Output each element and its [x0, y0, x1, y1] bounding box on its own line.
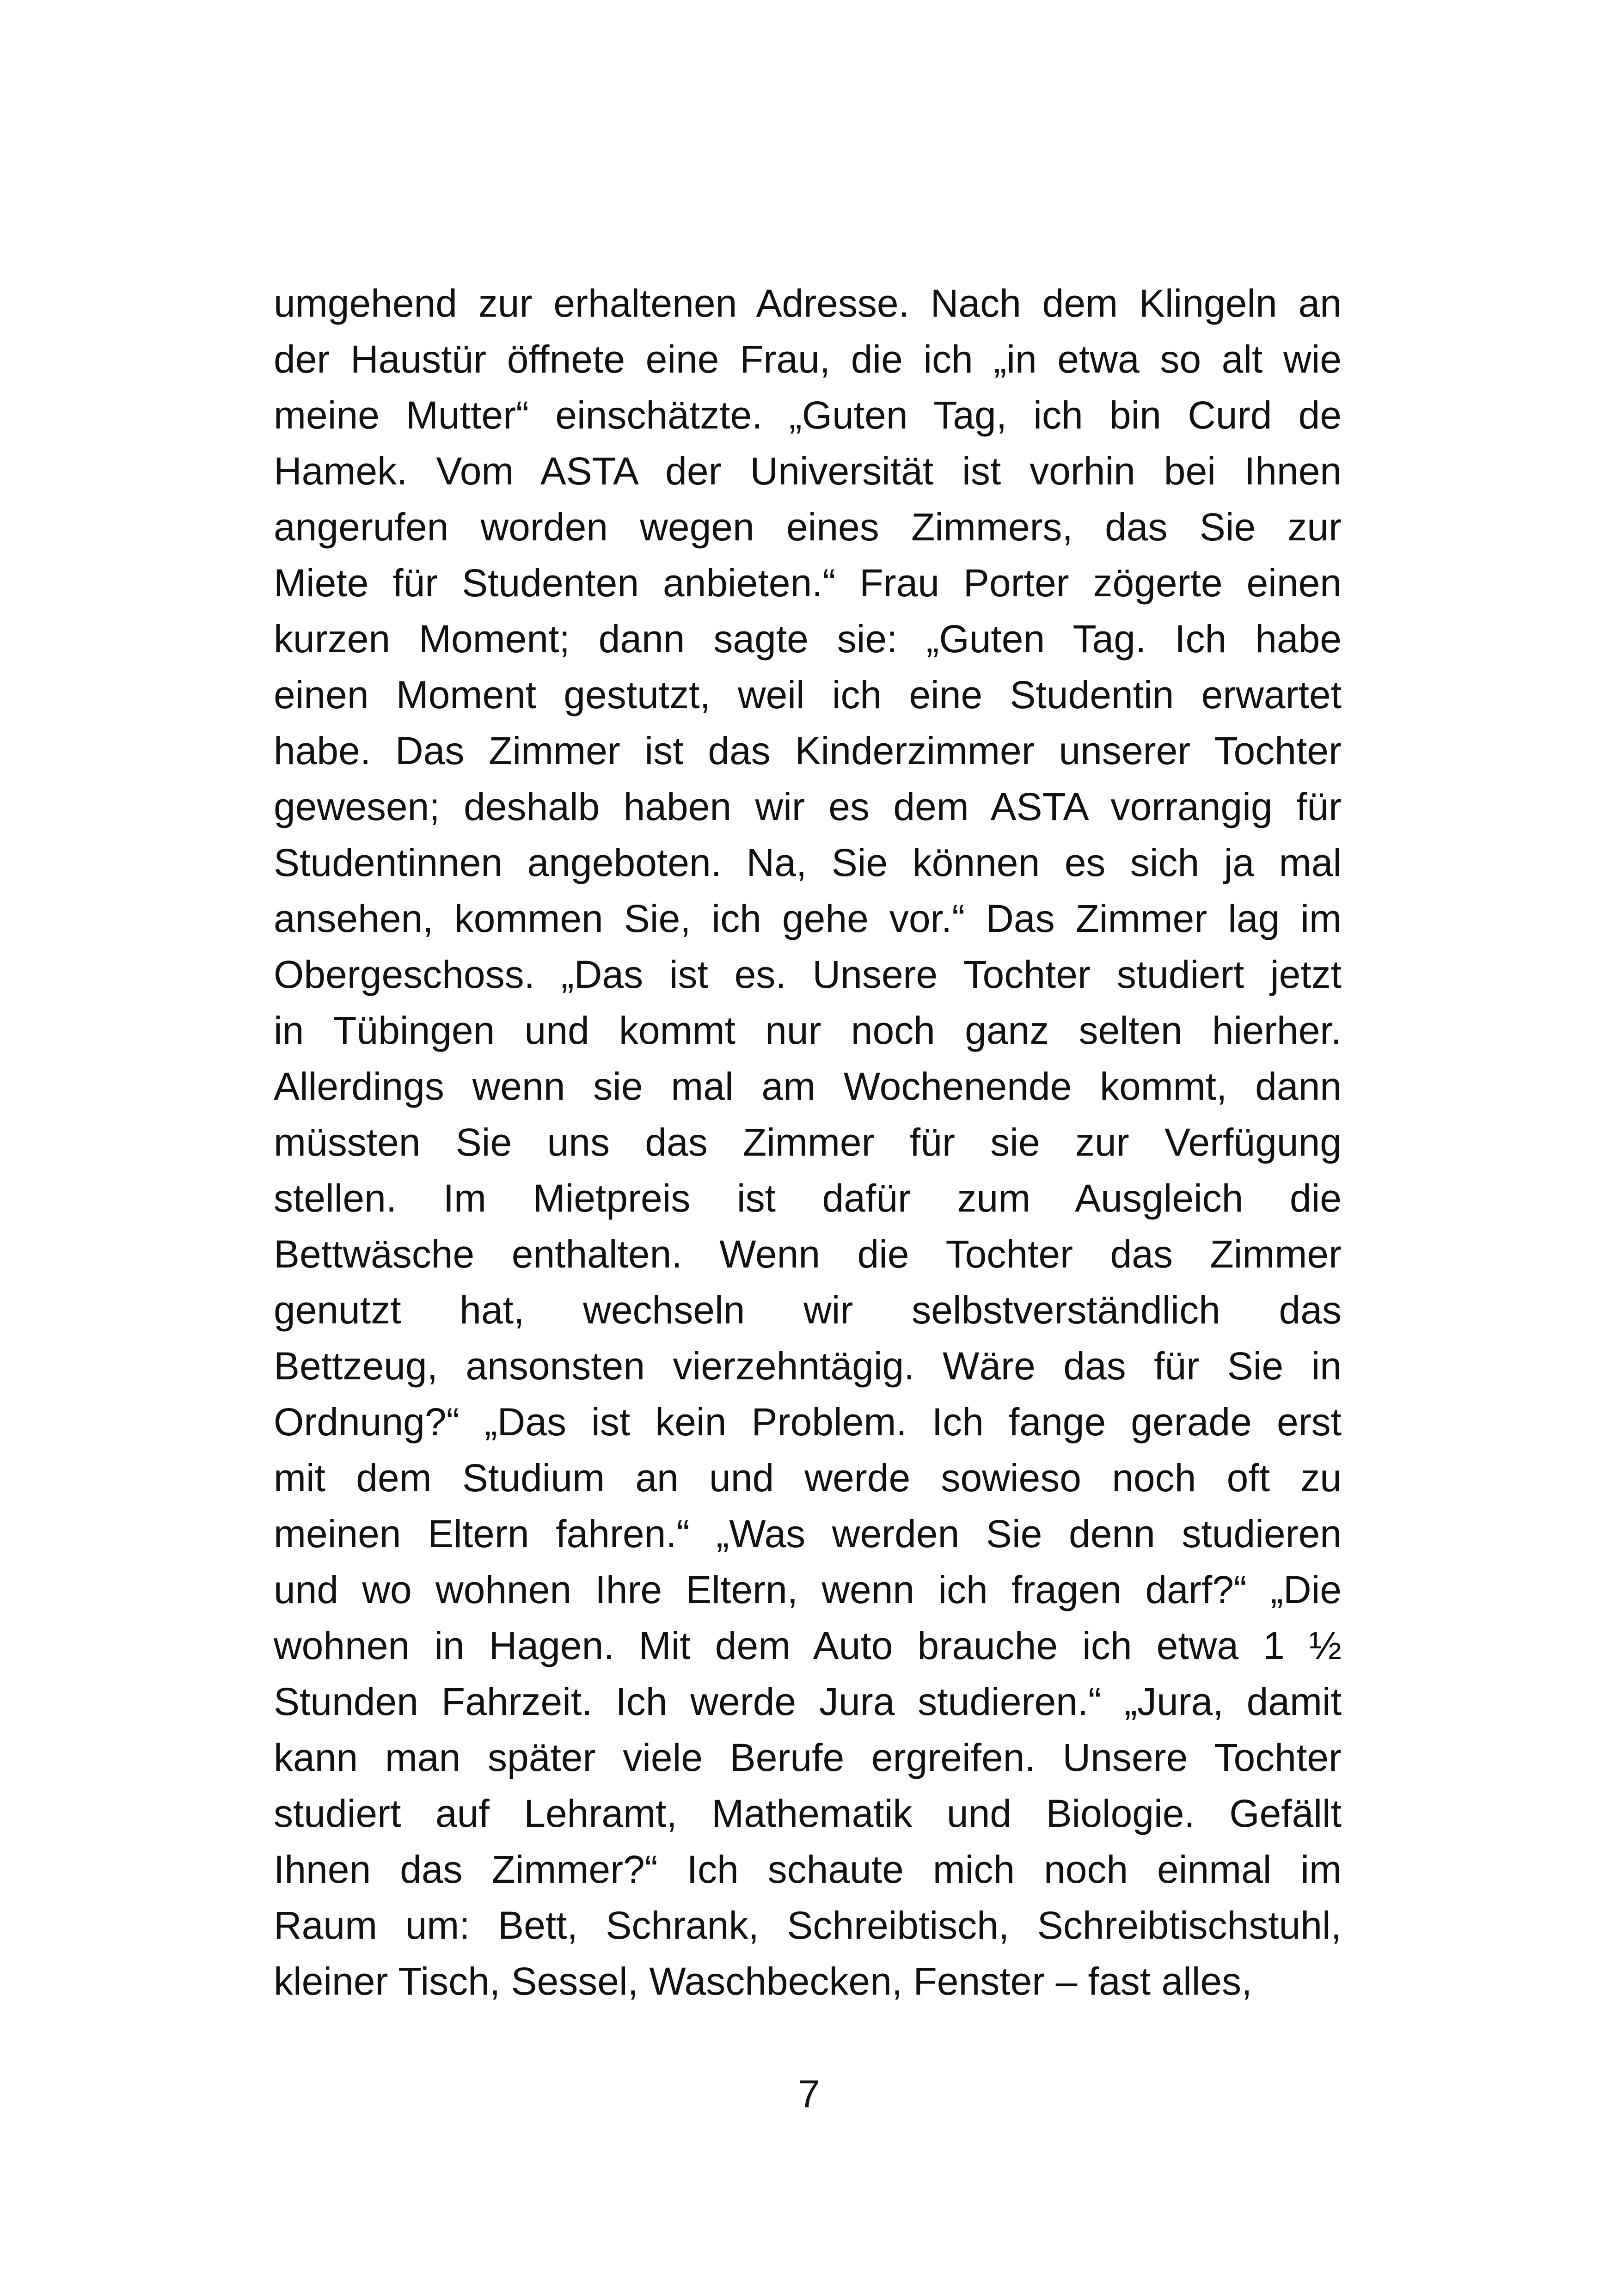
text-line: Raum um: Bett, Schrank, Schreibtisch, Schreibtischstuhl, — [274, 1904, 1342, 1947]
text-line: Allerdings wenn sie mal am Wochenende kommt, dann — [274, 1065, 1342, 1108]
text-line: Stunden Fahrzeit. Ich werde Jura studieren.“ „Jura, damit — [274, 1680, 1342, 1723]
text-line: Obergeschoss. „Das ist es. Unsere Tochter studiert jetzt — [274, 953, 1342, 996]
text-line: Ordnung?“ „Das ist kein Problem. Ich fange gerade erst — [274, 1400, 1342, 1444]
text-line: kurzen Moment; dann sagte sie: „Guten Tag. Ich habe — [274, 617, 1342, 661]
text-line: gewesen; deshalb haben wir es dem ASTA vorrangig für — [274, 785, 1342, 828]
text-line: Bettwäsche enthalten. Wenn die Tochter das Zimmer — [274, 1232, 1342, 1276]
text-line: einen Moment gestutzt, weil ich eine Studentin erwartet — [274, 673, 1342, 716]
text-line: kleiner Tisch, Sessel, Waschbecken, Fenster – fast alles, — [274, 1959, 1252, 2003]
text-line: habe. Das Zimmer ist das Kinderzimmer unserer Tochter — [274, 729, 1342, 772]
text-line: Studentinnen angeboten. Na, Sie können es sich ja mal — [274, 841, 1342, 884]
text-line: kann man später viele Berufe ergreifen. Unsere Tochter — [274, 1736, 1342, 1779]
page-number: 7 — [798, 2072, 820, 2116]
text-line: meinen Eltern fahren.“ „Was werden Sie denn studieren — [274, 1512, 1342, 1555]
text-line: Bettzeug, ansonsten vierzehntägig. Wäre das für Sie in — [274, 1344, 1342, 1388]
text-line: stellen. Im Mietpreis ist dafür zum Ausgleich die — [274, 1176, 1342, 1220]
text-line: Ihnen das Zimmer?“ Ich schaute mich noch einmal im — [274, 1848, 1342, 1891]
text-line: mit dem Studium an und werde sowieso noch oft zu — [274, 1456, 1342, 1500]
text-line: meine Mutter“ einschätzte. „Guten Tag, ich bin Curd de — [274, 393, 1342, 437]
text-line: umgehend zur erhaltenen Adresse. Nach dem Klingeln an — [274, 282, 1342, 325]
text-line: in Tübingen und kommt nur noch ganz selten hierher. — [274, 1009, 1342, 1052]
text-line: Hamek. Vom ASTA der Universität ist vorhin bei Ihnen — [274, 449, 1342, 493]
text-line: Miete für Studenten anbieten.“ Frau Porter zögerte einen — [274, 561, 1342, 605]
text-line: und wo wohnen Ihre Eltern, wenn ich fragen darf?“ „Die — [274, 1568, 1342, 1611]
text-line: ansehen, kommen Sie, ich gehe vor.“ Das Zimmer lag im — [274, 897, 1342, 940]
text-line: genutzt hat, wechseln wir selbstverständlich das — [274, 1288, 1342, 1332]
text-line: studiert auf Lehramt, Mathematik und Biologie. Gefällt — [274, 1792, 1342, 1835]
text-line: der Haustür öffnete eine Frau, die ich „in etwa so alt wie — [274, 337, 1342, 381]
text-line: wohnen in Hagen. Mit dem Auto brauche ich etwa 1 ½ — [274, 1624, 1342, 1667]
text-line: angerufen worden wegen eines Zimmers, das Sie zur — [274, 505, 1342, 549]
text-line: müssten Sie uns das Zimmer für sie zur Verfügung — [274, 1120, 1342, 1164]
body-text — [274, 276, 1342, 2009]
